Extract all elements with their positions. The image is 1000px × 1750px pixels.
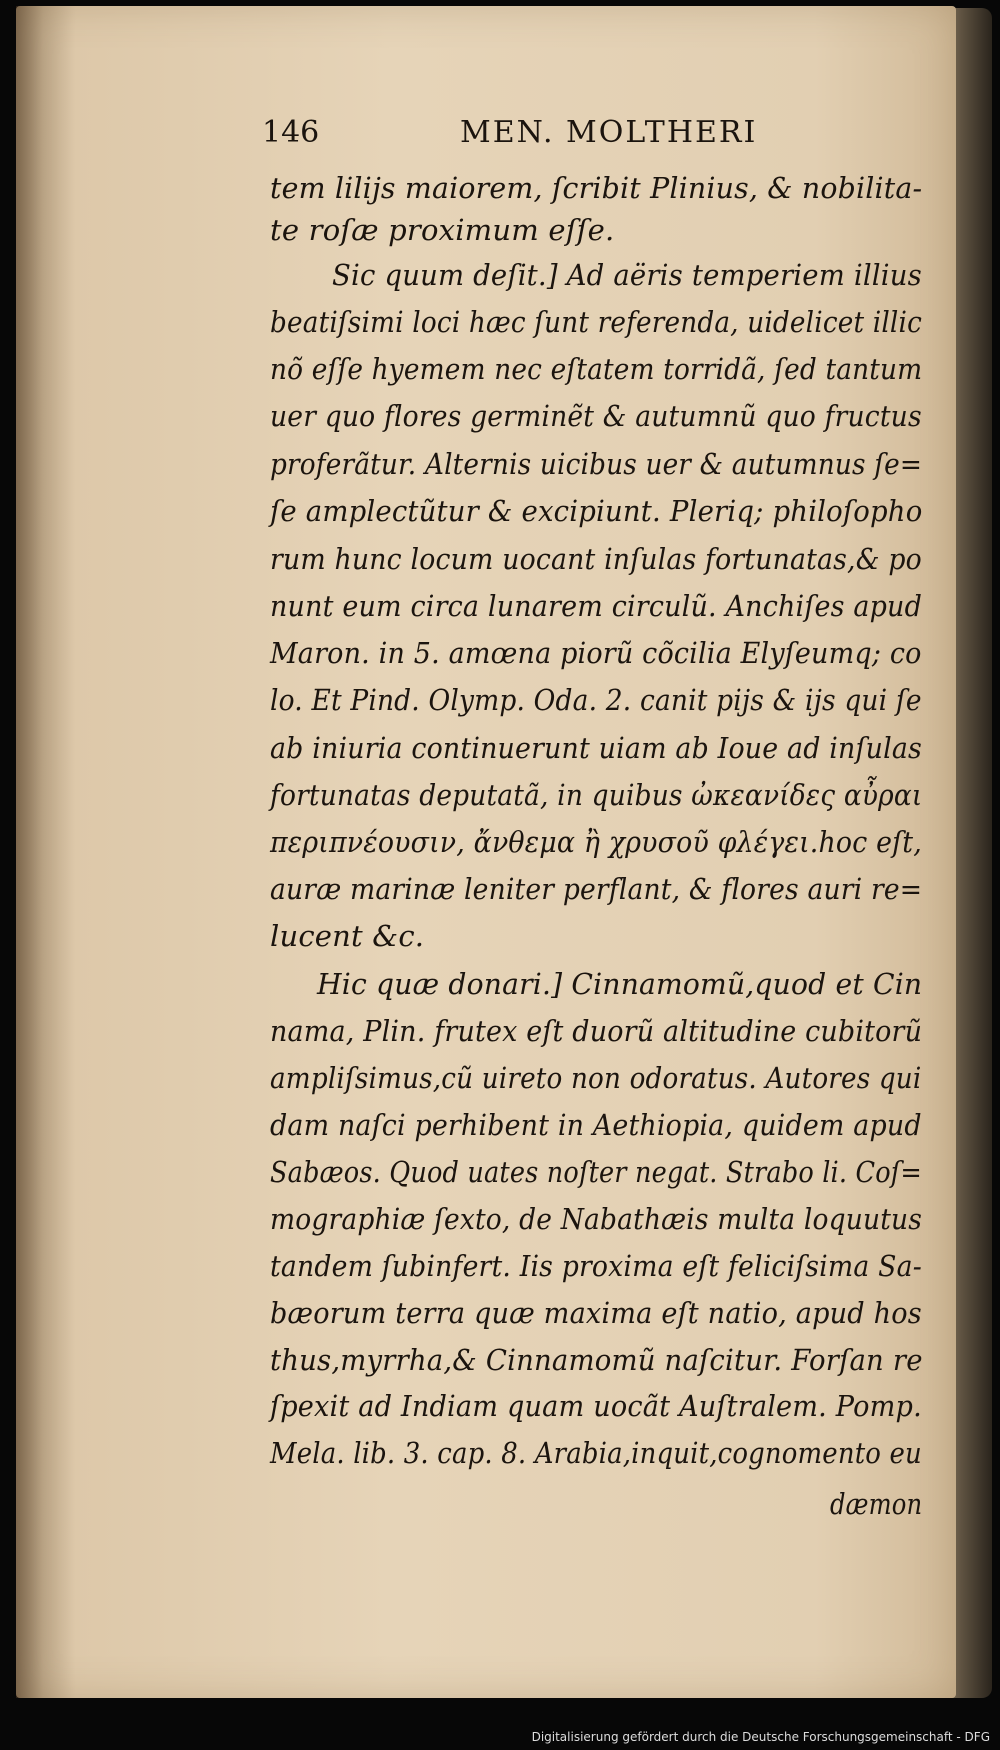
text-line: ab iniuria continuerunt uiam ab Ioue ad inſulas [270, 731, 922, 765]
text-line: nõ eſſe hyemem nec eſtatem torridã, ſed tantum [270, 352, 923, 386]
text-line: thus,myrrha,& Cinnamomũ naſcitur. Forſan re [270, 1343, 923, 1377]
text-line: Mela. lib. 3. cap. 8. Arabia,inquit,cognomento eu [270, 1436, 922, 1470]
greek-text-line: περιπνέουσιν, ἄνθεμα ἢ χρυσοῦ φλέγει.hoc eſt, [270, 825, 922, 859]
text-line: proferãtur. Alternis uicibus uer & autumnus ſe= [270, 447, 923, 481]
text-line: beatiſsimi loci hæc ſunt referenda, uidelicet illic [270, 305, 922, 339]
text-line: dam naſci perhibent in Aethiopia, quidem apud [270, 1108, 922, 1142]
text-line: Sabæos. Quod uates noſter negat. Strabo li. Coſ= [270, 1155, 923, 1189]
text-line: mographiæ ſexto, de Nabathæis multa loquutus [270, 1202, 923, 1236]
text-line: lo. Et Pind. Olymp. Oda. 2. canit pijs & ijs qui ſe [270, 683, 922, 717]
text-line: tandem ſubinfert. Iis proxima eſt feliciſsima Sa- [270, 1249, 922, 1283]
running-head [262, 110, 842, 156]
text-line: auræ marinæ leniter perflant, & flores auri re= [270, 872, 923, 906]
text-line: uer quo flores germinẽt & autumnũ quo fructus [270, 399, 922, 433]
page-number: 146 [262, 115, 320, 150]
text-line: Maron. in 5. amœna piorũ cõcilia Elyſeumq; co [270, 636, 922, 670]
text-line: ſe amplectũtur & excipiunt. Pleriq; philoſopho [270, 494, 923, 528]
text-line: Sic quum deſit.] Ad aëris temperiem illius [332, 258, 922, 292]
text-line: ampliſsimus,cũ uireto non odoratus. Autores qui [270, 1061, 922, 1095]
text-line: ſpexit ad Indiam quam uocãt Auſtralem. Pomp. [270, 1389, 922, 1423]
text-line: lucent &c. [270, 919, 425, 953]
text-line: tem lilijs maiorem, ſcribit Plinius, & nobilita- [270, 171, 923, 205]
running-title: MEN. MOLTHERI [460, 115, 758, 150]
text-line: fortunatas deputatã, in quibus ὠκεανίδες αὖραι [270, 778, 923, 812]
text-line: te roſæ proximum eſſe. [270, 213, 615, 247]
text-line: nama, Plin. frutex eſt duorũ altitudine cubitorũ [270, 1014, 923, 1048]
text-line: nunt eum circa lunarem circulũ. Anchiſes apud [270, 589, 923, 623]
text-line: Hic quæ donari.] Cinnamomũ,quod et Cin [317, 967, 923, 1001]
digitization-credit: Digitalisierung gefördert durch die Deutsche Forschungsgemeinschaft - DFG [531, 1730, 990, 1744]
text-line: rum hunc locum uocant inſulas fortunatas,& po [270, 542, 922, 576]
spine-shadow [16, 6, 76, 1698]
footer-bar [0, 1724, 1000, 1750]
catchword: dæmon [830, 1487, 923, 1521]
text-line: bæorum terra quæ maxima eſt natio, apud hos [270, 1296, 922, 1330]
